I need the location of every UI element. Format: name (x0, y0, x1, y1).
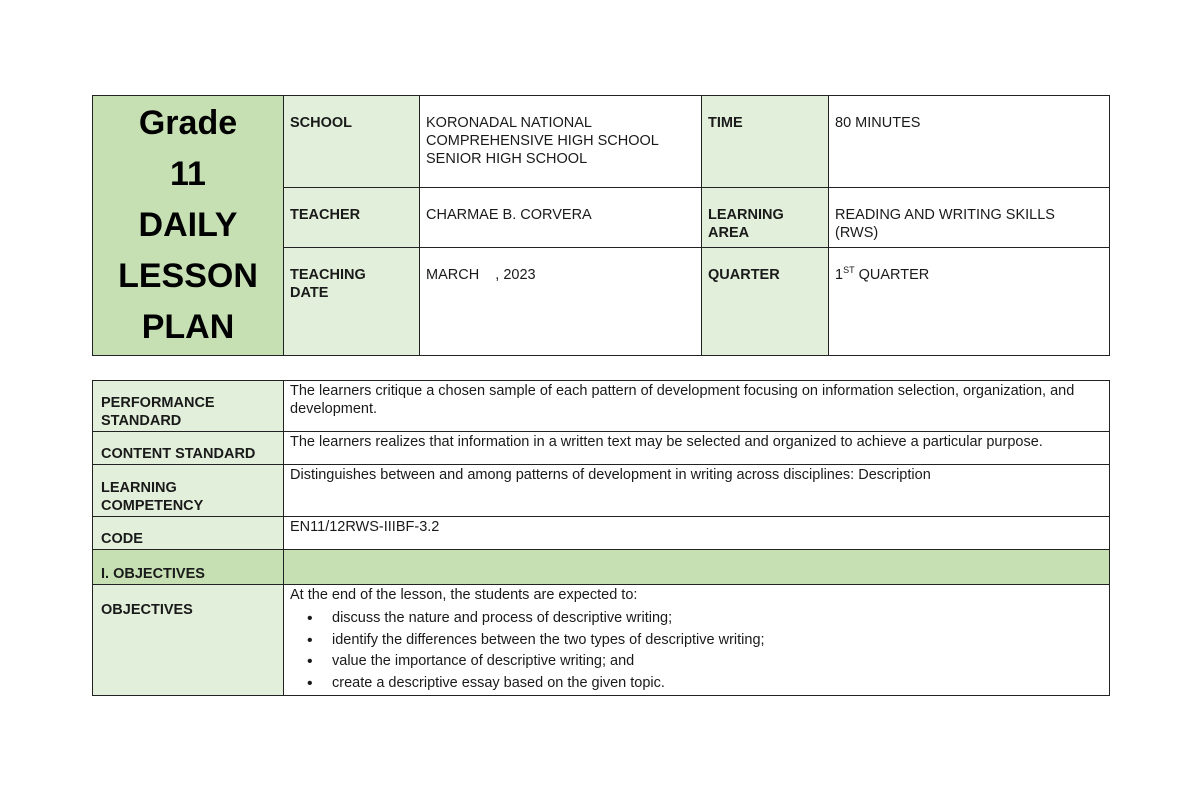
objective-item: • create a descriptive essay based on the given topic. (332, 673, 1103, 695)
learning-area-label-line: LEARNING (708, 206, 784, 223)
content-standard-value: The learners realizes that information in a written text may be selected and organized to achieve a particular purpose. (284, 432, 1110, 465)
objective-item: • value the importance of descriptive writing; and (332, 651, 1103, 673)
quarter-suffix: ST (843, 264, 855, 275)
quarter-word: QUARTER (854, 266, 930, 283)
content-standard-label: CONTENT STANDARD (93, 432, 284, 465)
title-line: PLAN (141, 308, 235, 346)
objectives-label: OBJECTIVES (93, 585, 284, 696)
teaching-date-text: MARCH , 2023 (426, 266, 536, 283)
school-line: SENIOR HIGH SCHOOL (426, 151, 588, 167)
code-label: CODE (93, 517, 284, 550)
learning-competency-value: Distinguishes between and among patterns of development in writing across disciplines: Description (284, 465, 1110, 517)
code-value: EN11/12RWS-IIIBF-3.2 (284, 517, 1110, 550)
performance-standard-label (93, 381, 284, 432)
objectives-section-label: I. OBJECTIVES (93, 550, 284, 585)
objectives-section-fill (284, 550, 1110, 585)
objective-item: • discuss the nature and process of descriptive writing; (332, 608, 1103, 630)
school-value (420, 96, 702, 188)
time-value: 80 MINUTES (829, 96, 1110, 188)
learning-area-label-line: AREA (708, 224, 750, 241)
objectives-intro: At the end of the lesson, the students are expected to: (290, 587, 638, 603)
quarter-value (829, 247, 1110, 355)
title-line: 11 (170, 155, 206, 193)
learning-area-label (702, 187, 829, 247)
performance-standard-value: The learners critique a chosen sample of each pattern of development focusing on information selection, organization, and development. (284, 381, 1110, 432)
objective-item: • identify the differences between the two types of descriptive writing; (332, 630, 1103, 652)
title-line: DAILY (138, 206, 238, 244)
objectives-value (284, 585, 1110, 696)
teacher-value: CHARMAE B. CORVERA (420, 187, 702, 247)
lesson-standards-table (92, 380, 1110, 696)
performance-label-line: PERFORMANCE (101, 395, 215, 411)
learning-area-line: READING AND WRITING SKILLS (835, 206, 1055, 223)
school-label: SCHOOL (284, 96, 420, 188)
competency-label-line: COMPETENCY (101, 498, 204, 514)
time-label: TIME (702, 96, 829, 188)
teacher-label: TEACHER (284, 187, 420, 247)
teaching-date-label (284, 247, 420, 355)
school-line: COMPREHENSIVE HIGH SCHOOL (426, 133, 659, 149)
objectives-list (290, 608, 1103, 694)
teaching-date-label-line: TEACHING (290, 266, 366, 283)
competency-label-line: LEARNING (101, 480, 177, 496)
quarter-number: 1 (835, 266, 844, 283)
teaching-date-label-line: DATE (290, 284, 329, 301)
teaching-date-value (420, 247, 702, 355)
lesson-plan-header-table (92, 95, 1110, 356)
learning-area-value (829, 187, 1110, 247)
learning-competency-label (93, 465, 284, 517)
quarter-label: QUARTER (702, 247, 829, 355)
performance-label-line: STANDARD (101, 413, 182, 429)
school-line: KORONADAL NATIONAL (426, 115, 592, 131)
learning-area-line: (RWS) (835, 224, 879, 241)
title-line: Grade (138, 104, 238, 142)
title-line: LESSON (118, 257, 258, 295)
document-title (93, 96, 284, 356)
